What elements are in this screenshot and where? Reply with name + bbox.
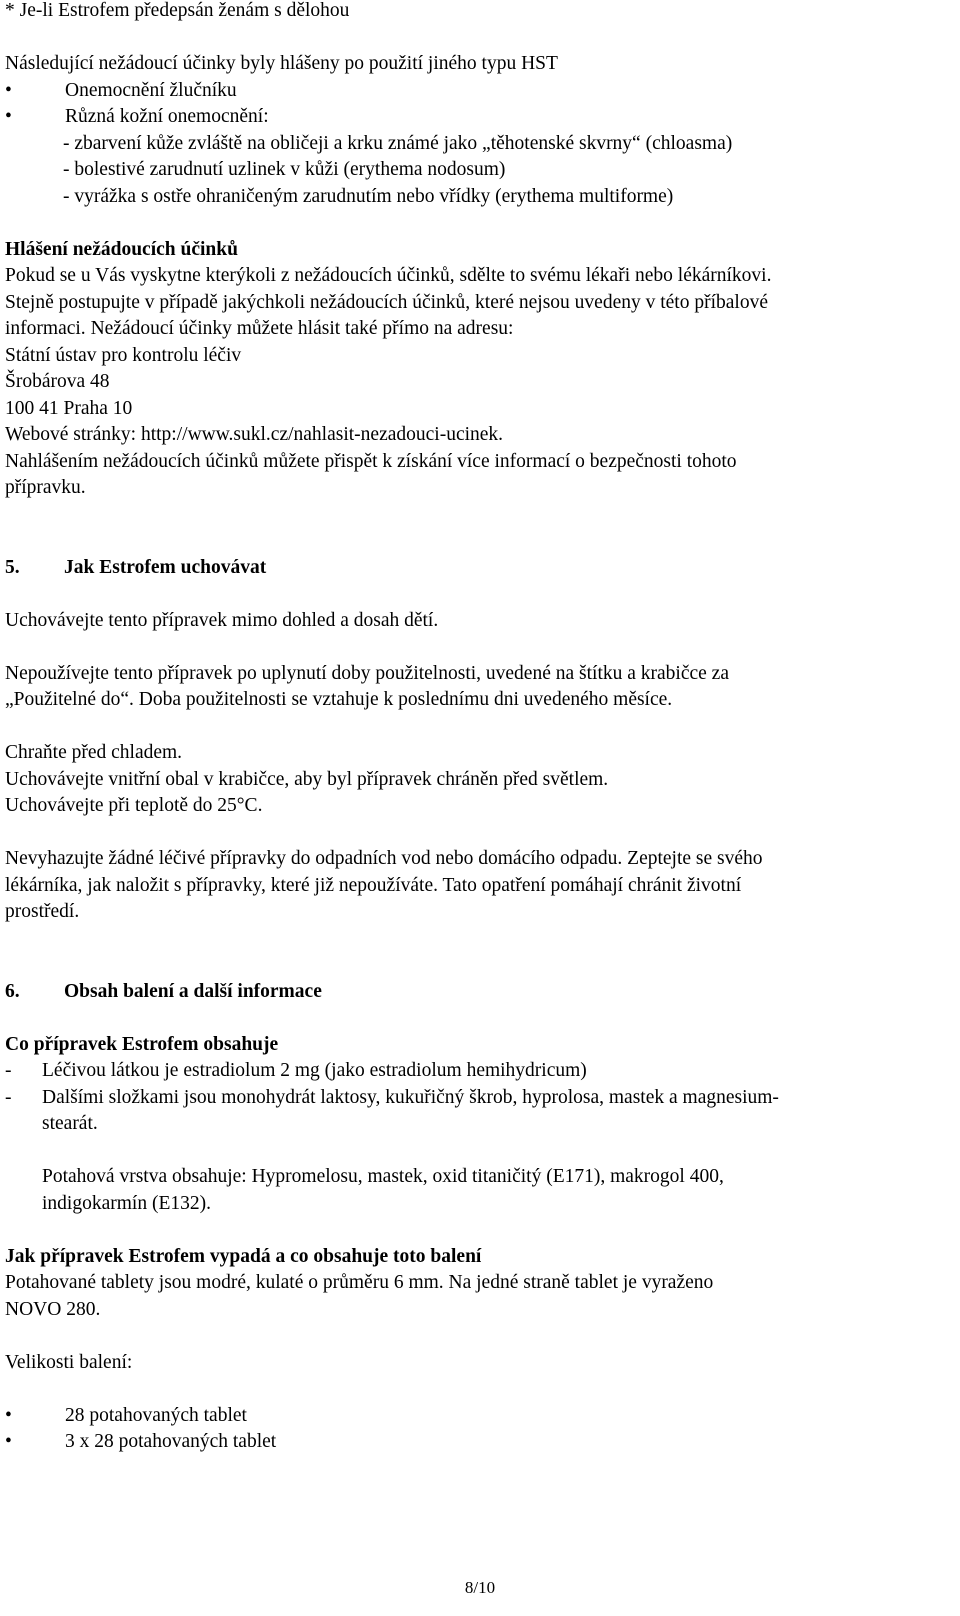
list-item: • Různá kožní onemocnění:: [5, 104, 955, 131]
bullet-icon: •: [5, 1431, 12, 1452]
bullet-icon: •: [5, 1404, 12, 1426]
hst-intro: Následující nežádoucí účinky byly hlášeny po použití jiného typu HST: [5, 53, 558, 74]
list-item: - Dalšími složkami jsou monohydrát laktosy, kukuřičný škrob, hyprolosa, mastek a magnesium- stearát.: [5, 1086, 779, 1134]
disposal-text: prostředí.: [5, 901, 80, 922]
reporting-closing: Nahlášením nežádoucích účinků můžete přispět k získání více informací o bezpečnosti tohoto: [5, 450, 737, 472]
appearance-text: NOVO 280.: [5, 1298, 101, 1320]
reporting-text: Pokud se u Vás vyskytne kterýkoli z nežádoucích účinků, sdělte to svému lékaři nebo lékárníkovi.: [5, 265, 772, 286]
reporting-text: Stejně postupujte v případě jakýchkoli nežádoucích účinků, které nejsou uvedeny v této příbalové: [5, 291, 768, 313]
list-item: - Léčivou látkou je estradiolum 2 mg (jako estradiolum hemihydricum): [5, 1060, 587, 1081]
disposal-text: lékárníka, jak naložit s přípravky, které již nepoužíváte. Tato opatření pomáhají chránit životní: [5, 874, 742, 896]
pack-sizes-label: Velikosti balení:: [5, 1351, 133, 1373]
document-body: [5, 0, 955, 1456]
coating-text: indigokarmín (E132).: [42, 1192, 211, 1214]
web-link[interactable]: Webové stránky: http://www.sukl.cz/nahlasit-nezadouci-ucinek.: [5, 424, 504, 445]
list-item: - zbarvení kůže zvláště na obličeji a krku známé jako „těhotenské skvrny“ (chloasma): [63, 132, 733, 154]
section-6-heading: 6. Obsah balení a další informace: [5, 980, 322, 1002]
list-item: - vyrážka s ostře ohraničeným zarudnutím nebo vřídky (erythema multiforme): [63, 185, 674, 207]
disposal-text: Nevyhazujte žádné léčivé přípravky do odpadních vod nebo domácího odpadu. Zeptejte se svého: [5, 848, 763, 869]
list-item: • Onemocnění žlučníku: [5, 78, 955, 105]
storage-p3: Uchovávejte vnitřní obal v krabičce, aby byl přípravek chráněn před světlem.: [5, 768, 609, 790]
appearance-heading: Jak přípravek Estrofem vypadá a co obsahuje toto balení: [5, 1245, 482, 1267]
reporting-text: informaci. Nežádoucí účinky můžete hlásit také přímo na adresu:: [5, 318, 514, 339]
reporting-closing: přípravku.: [5, 477, 86, 498]
bullet-icon: •: [5, 79, 12, 101]
address-line: 100 41 Praha 10: [5, 397, 133, 419]
address-line: Šrobárova 48: [5, 371, 110, 392]
appearance-text: Potahované tablety jsou modré, kulaté o průměru 6 mm. Na jedné straně tablet je vyraženo: [5, 1272, 714, 1293]
storage-p3: Uchovávejte při teplotě do 25°C.: [5, 795, 263, 816]
bullet-icon: •: [5, 106, 12, 127]
contents-heading: Co přípravek Estrofem obsahuje: [5, 1033, 279, 1055]
storage-p1: Uchovávejte tento přípravek mimo dohled a dosah dětí.: [5, 609, 439, 631]
list-item: - bolestivé zarudnutí uzlinek v kůži (erythema nodosum): [63, 159, 506, 180]
storage-p3: Chraňte před chladem.: [5, 742, 183, 763]
coating-text: Potahová vrstva obsahuje: Hypromelosu, mastek, oxid titaničitý (E171), makrogol 400,: [42, 1166, 724, 1187]
note-line: * Je-li Estrofem předepsán ženám s dělohou: [5, 0, 350, 21]
list-item: • 3 x 28 potahovaných tablet: [5, 1429, 955, 1456]
address-line: Státní ústav pro kontrolu léčiv: [5, 344, 242, 366]
page-number: 8/10: [464, 1578, 496, 1597]
storage-p2: „Použitelné do“. Doba použitelnosti se vztahuje k poslednímu dni uvedeného měsíce.: [5, 689, 673, 710]
storage-p2: Nepoužívejte tento přípravek po uplynutí doby použitelnosti, uvedené na štítku a krabičce za: [5, 662, 729, 684]
list-item: • 28 potahovaných tablet: [5, 1403, 955, 1430]
section-5-heading: 5. Jak Estrofem uchovávat: [5, 556, 267, 578]
reporting-heading: Hlášení nežádoucích účinků: [5, 238, 238, 260]
